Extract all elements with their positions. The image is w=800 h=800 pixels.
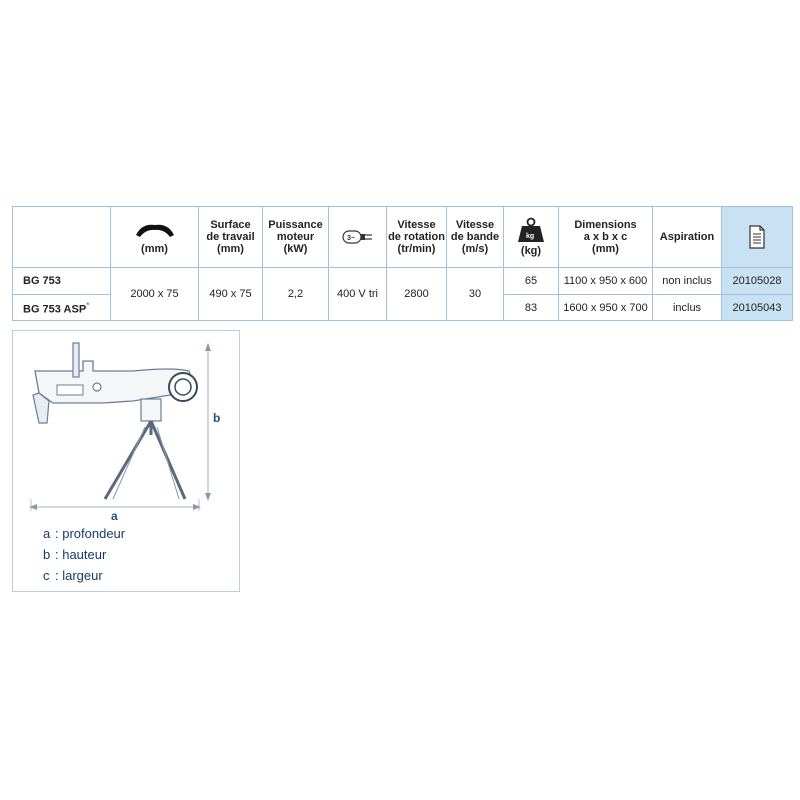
- dimensions: 1600 x 950 x 700: [559, 295, 653, 321]
- machine-drawing: [13, 331, 239, 521]
- spec-table: [12, 206, 793, 321]
- reference-number: 20105043: [722, 295, 793, 321]
- rotation-speed: 2800: [387, 268, 447, 321]
- header-belt-speed: Vitesse de bande (m/s): [447, 207, 504, 268]
- svg-text:kg: kg: [526, 233, 535, 240]
- motor-power: 2,2: [263, 268, 329, 321]
- reference-number: 20105028: [722, 268, 793, 295]
- header-reference: [722, 207, 793, 268]
- footnote-marker: *: [86, 300, 90, 310]
- weight: 65: [504, 268, 559, 295]
- header-power: Puissance moteur (kW): [263, 207, 329, 268]
- header-belt-label: (mm): [141, 243, 168, 255]
- belt-size: 2000 x 75: [111, 268, 199, 321]
- dimensions: 1100 x 950 x 600: [559, 268, 653, 295]
- table-row: [13, 268, 793, 295]
- header-plug: [329, 207, 387, 268]
- header-weight: [504, 207, 559, 268]
- plug-icon: [341, 228, 375, 246]
- header-rotation-speed: Vitesse de rotation (tr/min): [387, 207, 447, 268]
- header-blank: [13, 207, 111, 268]
- dimension-label-a: a: [111, 509, 118, 523]
- legend-item: b : hauteur: [43, 547, 107, 562]
- model-name: BG 753 ASP*: [13, 295, 111, 321]
- dimension-label-b: b: [213, 411, 221, 425]
- header-weight-label: (kg): [520, 245, 542, 257]
- aspiration: inclus: [653, 295, 722, 321]
- legend-item: a : profondeur: [43, 526, 126, 541]
- belt-icon: [132, 219, 178, 239]
- header-belt: [111, 207, 199, 268]
- header-dimensions: Dimensions a x b x c (mm): [559, 207, 653, 268]
- legend-item: c : largeur: [43, 568, 103, 583]
- dimension-diagram: [12, 330, 240, 592]
- weight: 83: [504, 295, 559, 321]
- svg-text:3~: 3~: [346, 235, 355, 242]
- document-icon: [748, 225, 766, 249]
- belt-speed: 30: [447, 268, 504, 321]
- voltage: 400 V tri: [329, 268, 387, 321]
- work-surface: 490 x 75: [199, 268, 263, 321]
- model-name: BG 753: [13, 268, 111, 295]
- header-aspiration: Aspiration: [653, 207, 722, 268]
- header-surface: Surface de travail (mm): [199, 207, 263, 268]
- header-row: [13, 207, 793, 268]
- aspiration: non inclus: [653, 268, 722, 295]
- weight-icon: [516, 217, 546, 243]
